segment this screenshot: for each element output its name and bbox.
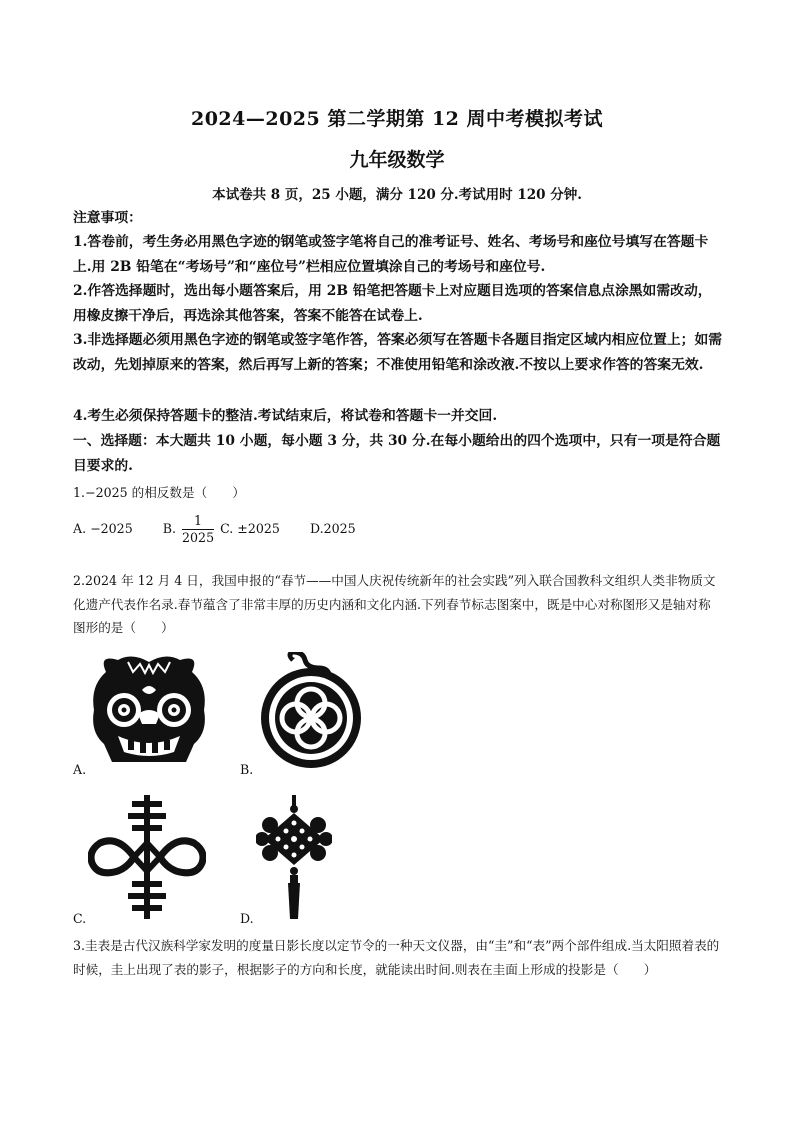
q1-option-d: D.2025 [309, 521, 356, 536]
subject-title: 九年级数学 [349, 149, 445, 171]
note-item-3: 3.非选择题必须用黑色字迹的钢笔或签字笔作答，答案必须写在答题卡各题目指定区域内相应位置上；如需改动，先划掉原来的答案，然后再写上新的答案；不准使用铅笔和涂改液.不按以上要求作答的答案无效. [73, 332, 723, 373]
exam-title: 2024—2025 第二学期第 12 周中考模拟考试 [190, 108, 604, 130]
q2-label-c: C. [73, 911, 87, 926]
q2-label-d: D. [240, 911, 254, 926]
q2-label-b: B. [240, 762, 254, 777]
chinese-knot-figure [256, 795, 332, 921]
q1-fraction-denominator: 2025 [182, 530, 215, 545]
q3-stem: 3.圭表是古代汉族科学家发明的度量日影长度以定节令的一种天文仪器，由“圭”和“表”两个部件组成.当太阳照着表的时候，圭上出现了表的影子，根据影子的方向和长度，就能读出时间.则表在圭面上形成的投影是（ ） [73, 938, 720, 977]
note-item-2: 2.作答选择题时，选出每小题答案后，用 2B 铅笔把答题卡上对应题目选项的答案信息点涂黑如需改动，用橡皮擦干净后，再选涂其他答案，答案不能答在试卷上. [73, 283, 712, 324]
exam-info: 本试卷共 8 页，25 小题，满分 120 分.考试用时 120 分钟. [212, 187, 582, 203]
q1-options [73, 513, 356, 546]
q2-stem: 2.2024 年 12 月 4 日，我国申报的“春节——中国人庆祝传统新年的社会实践”列入联合国教科文组织人类非物质文化遗产代表作名录.春节蕴含了非常丰厚的历史内涵和文化内涵.下列春节标志图案中，既是中心对称图形又是轴对称图形的是（ ） [73, 573, 716, 635]
section1-heading: 一、选择题：本大题共 10 小题，每小题 3 分，共 30 分.在每小题给出的四个选项中，只有一项是符合题目要求的. [73, 433, 721, 474]
q1-option-b-fraction [182, 513, 214, 546]
q1-option-a: A. −2025 [73, 521, 133, 536]
q1-option-b-label: B. [162, 521, 177, 536]
notes-heading: 注意事项： [73, 210, 142, 226]
snake-knot-figure [253, 652, 369, 774]
infinity-knot-figure [88, 795, 206, 919]
q1-fraction-numerator: 1 [182, 513, 214, 530]
q2-label-a: A. [73, 762, 87, 777]
q1-stem: 1.−2025 的相反数是（ ） [73, 485, 245, 500]
lion-head-figure [88, 652, 210, 770]
note-item-4: 4.考生必须保持答题卡的整洁.考试结束后，将试卷和答题卡一并交回. [73, 408, 498, 424]
q1-option-c: C. ±2025 [220, 521, 280, 536]
note-item-1: 1.答卷前，考生务必用黑色字迹的钢笔或签字笔将自己的准考证号、姓名、考场号和座位号填写在答题卡上.用 2B 铅笔在“考场号”和“座位号”栏相应位置填涂自己的考场号和座位号. [73, 234, 709, 275]
